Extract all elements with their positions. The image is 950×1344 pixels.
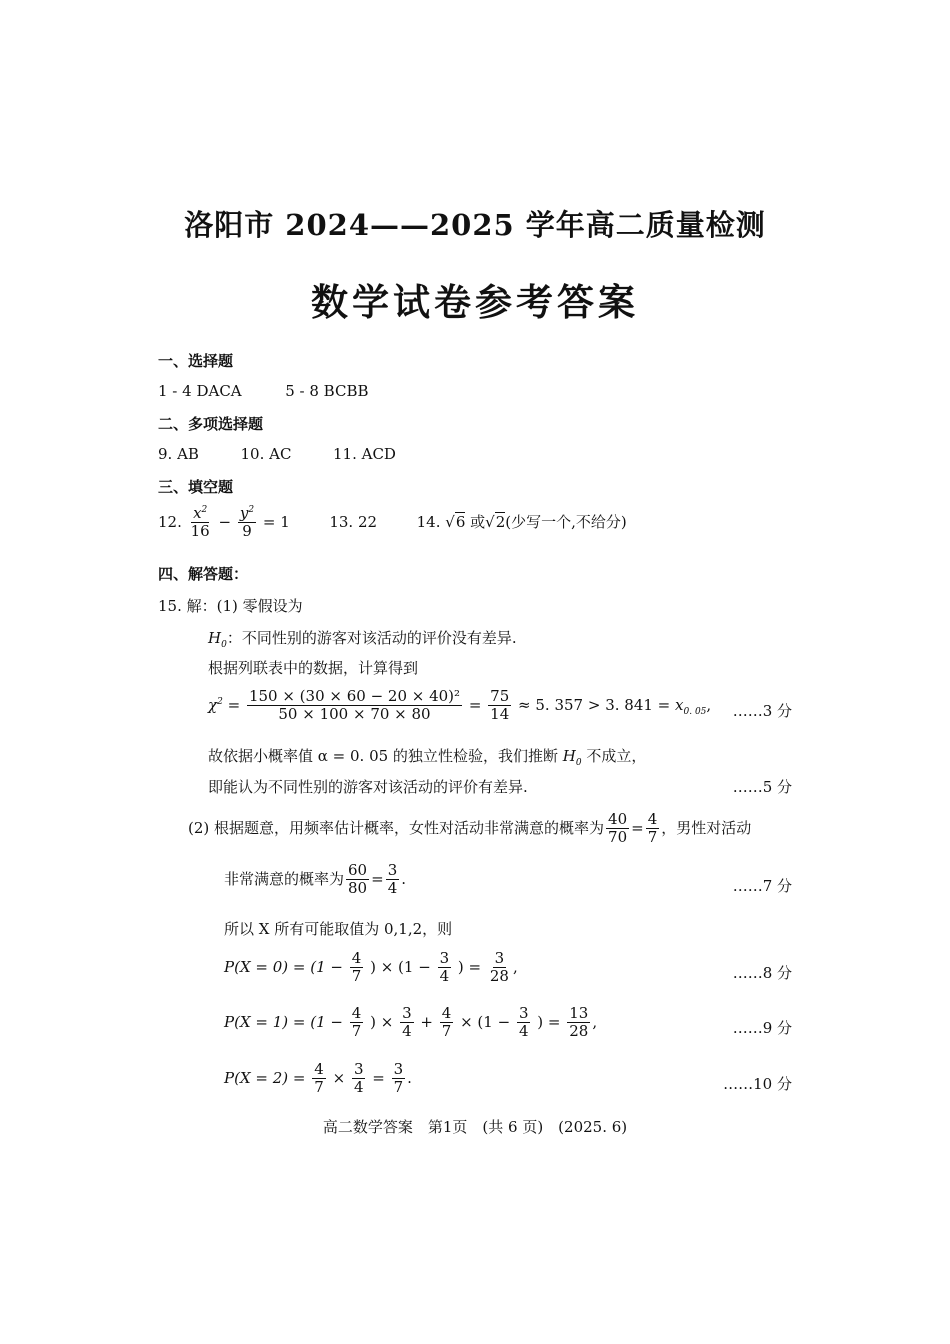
answer-q10: 10. AC	[240, 445, 292, 463]
q15-inference-2: 即能认为不同性别的游客对该活动的评价有差异.	[208, 778, 528, 796]
section-heading-choice: 一、选择题	[158, 352, 234, 370]
score-10: ……10 分	[723, 1075, 792, 1093]
q15-part2-line1: (2) 根据题意，用频率估计概率，女性对活动非常满意的概率为 $\frac{40}{70}$ = $\frac{4}{7}$ ，男性对活动	[188, 810, 752, 847]
q15-part2-line2: 非常满意的概率为 $\frac{60}{80}$ = $\frac{3}{4}$ .	[224, 861, 407, 898]
chi-square-value-fraction: $\frac{75}{14}$	[490, 687, 510, 724]
document-title: 洛阳市 2024——2025 学年高二质量检测	[184, 208, 766, 242]
h0-symbol-2: $H_0$	[562, 747, 582, 768]
chi-symbol: $\chi^2$	[208, 695, 223, 714]
fraction-y2-9: $\frac{y^2}{9}$	[239, 504, 255, 541]
section-heading-solve: 四、解答题：	[158, 565, 249, 583]
q15-values-line: 所以 X 所有可能取值为 0,1,2，则	[224, 920, 453, 938]
sqrt-6: √6	[445, 512, 466, 531]
answer-q14-note: (少写一个,不给分)	[505, 512, 627, 531]
chi-square-fraction: $\frac{\text{150 × (30 × 60 − 20 × 40)²}}{50 \times 100 \times 70 \times 80}$	[248, 687, 461, 724]
answer-q11: 11. ACD	[333, 445, 396, 463]
multi-answers	[158, 445, 396, 463]
h0-text: ：不同性别的游客对该活动的评价没有差异.	[226, 629, 517, 647]
q15-calc-intro: 根据列联表中的数据，计算得到	[208, 659, 419, 677]
section-heading-multi: 二、多项选择题	[158, 415, 264, 433]
critical-value-symbol: $x_{0. 05}$	[675, 695, 707, 717]
choice-answers	[158, 382, 369, 400]
answer-q13: 13. 22	[329, 512, 378, 531]
answer-q9: 9. AB	[158, 445, 199, 463]
document-subtitle: 数学试卷参考答案	[311, 280, 639, 324]
chi-square-compare: ≈ 5. 357 > 3. 841 =	[518, 695, 671, 714]
px0-formula: P(X = 0) = (1 − $\frac{4}{7}$ ) × (1 − $\frac{3}{4}$ ) = $\frac{3}{28}$ ,	[224, 949, 518, 986]
answer-q14-label: 14.	[416, 512, 441, 531]
choice-answers-5-8: 5 - 8 BCBB	[285, 382, 369, 400]
q15-inference-1: 故依据小概率值 α = 0. 05 的独立性检验，我们推断 $H_0$ 不成立，	[208, 747, 647, 768]
q15-intro: 15. 解：(1) 零假设为	[158, 597, 303, 615]
answer-q14-or: 或	[470, 512, 486, 531]
px2-formula: P(X = 2) = $\frac{4}{7}$ × $\frac{3}{4}$ = $\frac{3}{7}$ .	[224, 1060, 412, 1097]
sqrt-2: √2	[485, 512, 506, 531]
px1-formula: P(X = 1) = (1 − $\frac{4}{7}$ ) × $\frac{3}{4}$ + $\frac{4}{7}$ × (1 − $\frac{3}{4}$ ) = $\frac{13}{28}$ ,	[224, 1004, 598, 1041]
fraction-x2-16: $\frac{x^2}{16}$	[190, 504, 210, 541]
page-footer: 高二数学答案 第1页 (共 6 页) (2025. 6)	[322, 1118, 628, 1136]
score-7: ……7 分	[732, 877, 792, 895]
score-5: ……5 分	[732, 778, 792, 796]
score-3: ……3 分	[732, 702, 792, 720]
fraction-40-70: $\frac{40}{70}$	[608, 810, 628, 847]
choice-answers-1-4: 1 - 4 DACA	[158, 382, 242, 400]
h0-symbol: $H_0$	[208, 629, 227, 650]
fraction-4-7: $\frac{4}{7}$	[647, 810, 658, 847]
answer-q12-label: 12.	[158, 512, 182, 531]
minus-sign: −	[218, 512, 232, 531]
score-8: ……8 分	[732, 964, 792, 982]
fraction-60-80: $\frac{60}{80}$	[348, 861, 368, 898]
answer-q12-eq: = 1	[262, 512, 290, 531]
score-9: ……9 分	[732, 1019, 792, 1037]
chi-square-formula: $\chi^2$ = $\frac{\text{150 × (30 × 60 − 20 × 40)²}}{50 \times 100 \times 70 \times 80}$ = $\frac{75}{14}$ ≈ 5. 357 > 3. $841 = x_{0. 05}$,	[208, 687, 712, 724]
fraction-3-4: $\frac{3}{4}$	[387, 861, 398, 898]
section-heading-fill: 三、填空题	[158, 478, 234, 496]
q15-null-hypothesis	[208, 627, 517, 650]
fill-answers	[158, 505, 627, 541]
